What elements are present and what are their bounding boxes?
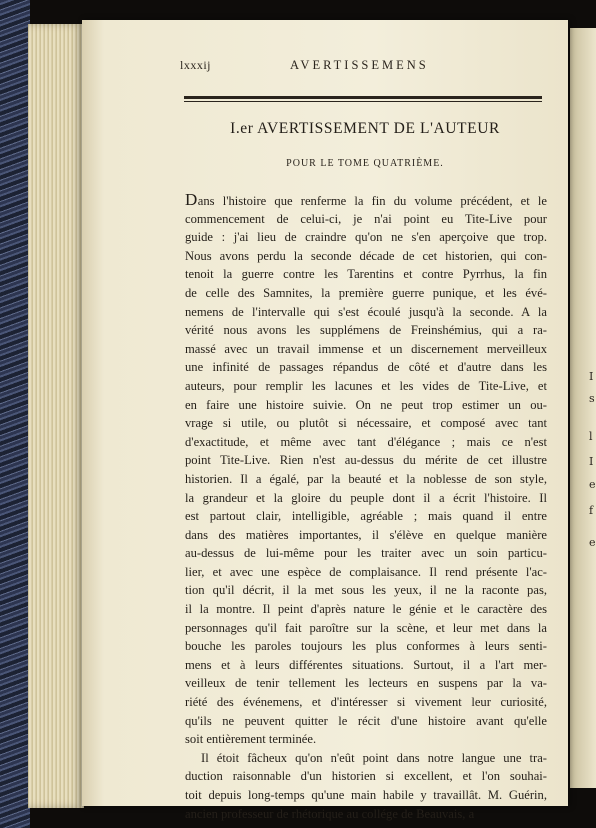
text-line: d'exactitude, et même avec tant d'élégance ; mais ce n'est: [185, 434, 547, 449]
text-line: bouche les paroles toujours les plus conformes à leurs senti-: [185, 639, 547, 654]
text-line: une infinité de passages répandus de côté et d'autre dans les: [185, 360, 547, 375]
header-rule-thick: [184, 96, 542, 99]
text-line: riété des événemens, et d'intéresser si vivement leur curiosité,: [185, 695, 547, 710]
section-title: I.er AVERTISSEMENT DE L'AUTEUR: [230, 120, 500, 137]
section-subtitle: POUR LE TOME QUATRIÈME.: [286, 158, 444, 169]
text-line: [185, 191, 547, 210]
text-line: toit depuis long-temps qu'une main habile y travaillât. M. Guérin,: [185, 788, 547, 802]
text-line: dans des matières importantes, il s'élève en quelque manière: [185, 527, 547, 542]
text-line: vrage si utile, ou plutôt si nécessaire, et composé avec tant: [185, 416, 547, 431]
page-edges: [28, 24, 84, 808]
facing-page-letter: f: [589, 504, 594, 517]
text-line: vérité nous avons les supplémens de Freinshémius, qui a ra-: [185, 323, 547, 338]
text-line: commencement de celui-ci, je n'ai point eu Tite-Live pour: [185, 211, 547, 226]
text-line: nemens de l'intervalle qui s'est écoulé jusqu'à la seconde. A la: [185, 304, 547, 319]
text-line-rest: ans l'histoire que renferme la fin du volume précédent, et le: [197, 194, 547, 208]
marbled-binding: [0, 0, 30, 828]
text-line: guide : j'ai lieu de craindre qu'on ne s'en aperçoive que trop.: [185, 230, 547, 245]
text-line: est partout clair, intelligible, agréable ; mais quand il entre: [185, 509, 547, 524]
facing-page-letter: s: [589, 392, 595, 405]
text-line: au-dessus de lui-même pour les traiter avec un soin particu-: [185, 546, 547, 561]
text-line: soit entièrement terminée.: [185, 732, 317, 747]
facing-page-letter: l: [589, 430, 593, 443]
running-head: [180, 58, 546, 78]
facing-page-letter: e: [589, 536, 596, 549]
text-line: en faire une histoire suivie. On ne peut trop estimer un ou-: [185, 397, 547, 412]
text-line: lier, et avec une espèce de complaisance. Il rend présente l'ac-: [185, 564, 547, 579]
text-line: la grandeur et la gloire du peuple dont il a écrit l'histoire. Il: [185, 490, 547, 505]
text-line: Nous avons perdu la seconde décade de cet historien, qui con-: [185, 248, 547, 263]
text-line: tion qu'il décrit, il la met sous les yeux, il ne la raconte pas,: [185, 583, 547, 598]
facing-page-letter: I: [589, 370, 594, 383]
running-title: AVERTISSEMENS: [290, 58, 429, 72]
text-line: duction raisonnable d'un historien si excellent, et l'on souhai-: [185, 769, 547, 784]
text-line: mens et à leurs différentes situations. Surtout, il a l'art mer-: [185, 657, 547, 672]
text-line: personnages qu'il fait paroître sur la scène, et leur met dans la: [185, 620, 547, 635]
text-line: Il étoit fâcheux qu'on n'eût point dans notre langue une tra-: [201, 750, 547, 765]
text-line: il la montre. Il peint d'après nature le génie et le caractère des: [185, 602, 547, 617]
text-line: de celle des Samnites, la première guerre punique, et les évé-: [185, 285, 547, 300]
text-line: ancien professeur de rhétorique au collége de Beauvais, a: [185, 806, 475, 821]
header-rule-thin: [184, 101, 542, 102]
drop-cap: D: [185, 190, 198, 209]
facing-page-letter: I: [589, 455, 594, 468]
text-line: qu'ils ne peuvent quitter le récit d'une histoire avant qu'elle: [185, 713, 547, 728]
text-line: veilleux de tenir tellement les lecteurs en suspens par la va-: [185, 676, 547, 691]
facing-page-letter: e: [589, 478, 596, 491]
body-text: [185, 191, 547, 823]
text-line: point Tite-Live. Rien n'est au-dessus du mérite de cet illustre: [185, 453, 547, 468]
text-line: auteurs, pour remplir les lacunes et les vides de Tite-Live, et: [185, 378, 547, 393]
text-line: massé avec un travail immense et un discernement merveilleux: [185, 341, 547, 356]
text-line: historien. Il a égalé, par la beauté et la noblesse de son style,: [185, 471, 547, 486]
page-number: lxxxij: [180, 58, 212, 72]
facing-page-edge: [570, 28, 596, 788]
text-line: tenoit la guerre contre les Tarentins et contre Pyrrhus, la fin: [185, 267, 547, 282]
